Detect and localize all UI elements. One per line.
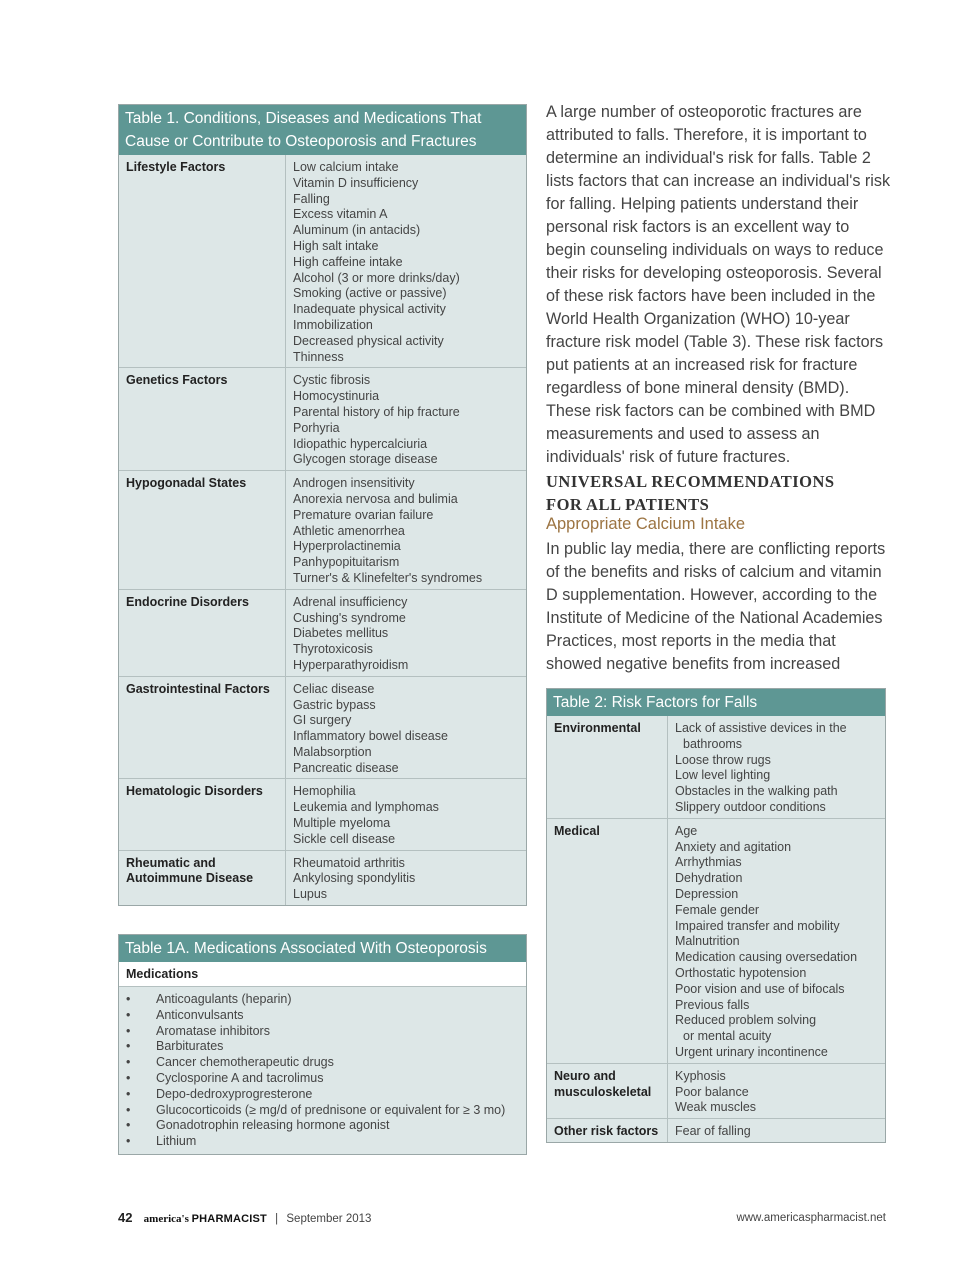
list-item: Dehydration bbox=[675, 871, 743, 886]
medication-name: Gonadotrophin releasing hormone agonist bbox=[156, 1118, 390, 1133]
list-item bbox=[126, 1087, 519, 1103]
medication-name: Barbiturates bbox=[156, 1039, 224, 1054]
list-item: Hyperparathyroidism bbox=[293, 657, 409, 672]
table-2-title: Table 2: Risk Factors for Falls bbox=[547, 689, 885, 716]
list-item: Premature ovarian failure bbox=[293, 507, 434, 522]
row-category: Gastrointestinal Factors bbox=[119, 677, 286, 779]
row-category: Medical bbox=[547, 819, 668, 1063]
table-row bbox=[119, 850, 526, 905]
table-1a-subheader: Medications bbox=[119, 962, 526, 987]
row-category: Environmental bbox=[547, 716, 668, 818]
section-heading: UNIVERSAL RECOMMENDATIONS FOR ALL PATIENTS bbox=[546, 472, 835, 514]
list-item: Low level lighting bbox=[675, 768, 771, 783]
list-item: Porhyria bbox=[293, 420, 340, 435]
list-item: Fear of falling bbox=[675, 1124, 751, 1139]
list-item: Lupus bbox=[293, 887, 328, 902]
list-item: Depression bbox=[675, 886, 739, 901]
list-item: Ankylosing spondylitis bbox=[293, 871, 416, 886]
list-item: Previous falls bbox=[675, 997, 750, 1012]
list-item: Low calcium intake bbox=[293, 160, 399, 174]
row-category: Genetics Factors bbox=[119, 368, 286, 470]
list-item bbox=[126, 1103, 519, 1119]
page-footer: 42 america's PHARMACIST | September 2013 www.americaspharmacist.net bbox=[118, 1210, 886, 1225]
row-category: Endocrine Disorders bbox=[119, 590, 286, 676]
list-item: Diabetes mellitus bbox=[293, 626, 389, 641]
table-row bbox=[547, 818, 885, 1063]
table-row bbox=[119, 155, 526, 367]
calcium-paragraph: In public lay media, there are conflicting reports of the benefits and risks of calcium and vitamin D supplementation. However, according to the Institute of Medicine of the National Academies Practices, most reports in the media that showed negative benefits from increased bbox=[546, 540, 886, 673]
list-item: Panhypopituitarism bbox=[293, 555, 400, 570]
row-items bbox=[668, 1064, 763, 1118]
list-item: Turner's & Klinefelter's syndromes bbox=[293, 570, 483, 585]
row-items bbox=[286, 677, 455, 779]
row-items bbox=[286, 155, 467, 367]
table-row bbox=[119, 778, 526, 849]
bullet: • bbox=[126, 1070, 131, 1085]
list-item: Loose throw rugs bbox=[675, 752, 771, 767]
list-item: Kyphosis bbox=[675, 1068, 726, 1083]
bullet: • bbox=[126, 1039, 131, 1054]
list-item: Decreased physical activity bbox=[293, 333, 444, 348]
bullet: • bbox=[126, 1055, 131, 1070]
list-item bbox=[126, 1024, 519, 1040]
table-1a-title: Table 1A. Medications Associated With Osteoporosis bbox=[119, 935, 526, 962]
issue-date: September 2013 bbox=[286, 1213, 372, 1225]
row-items bbox=[286, 471, 489, 589]
list-item: Poor vision and use of bifocals bbox=[675, 981, 845, 996]
list-item: Medication causing oversedation bbox=[675, 950, 858, 965]
bullet: • bbox=[126, 1086, 131, 1101]
list-item: Anxiety and agitation bbox=[675, 839, 792, 854]
table-2 bbox=[546, 688, 886, 1143]
table-1a bbox=[118, 934, 527, 1155]
list-item: Weak muscles bbox=[675, 1100, 757, 1115]
list-item bbox=[126, 1071, 519, 1087]
bullet: • bbox=[126, 1007, 131, 1022]
medication-name: Lithium bbox=[156, 1134, 197, 1149]
list-item: Athletic amenorrhea bbox=[293, 523, 405, 538]
list-item: Arrhythmias bbox=[675, 855, 742, 870]
list-item: Rheumatoid arthritis bbox=[293, 855, 405, 870]
list-item bbox=[126, 1055, 519, 1071]
list-item: Pancreatic disease bbox=[293, 760, 399, 775]
list-item: bathrooms bbox=[683, 736, 743, 751]
list-item: Sickle cell disease bbox=[293, 831, 396, 846]
table-row bbox=[547, 1063, 885, 1118]
list-item: or mental acuity bbox=[683, 1029, 772, 1044]
row-items bbox=[286, 851, 422, 905]
list-item: Adrenal insufficiency bbox=[293, 594, 408, 609]
row-items bbox=[286, 779, 446, 849]
table-row bbox=[119, 589, 526, 676]
list-item: Leukemia and lymphomas bbox=[293, 800, 439, 815]
list-item: GI surgery bbox=[293, 713, 352, 728]
medication-name: Depo-dedroxyprogresterone bbox=[156, 1086, 313, 1101]
list-item: Glycogen storage disease bbox=[293, 452, 438, 467]
list-item: Hemophilia bbox=[293, 784, 356, 799]
list-item: Idiopathic hypercalciuria bbox=[293, 436, 428, 451]
medication-name: Anticoagulants (heparin) bbox=[156, 992, 292, 1006]
website-url: www.americaspharmacist.net bbox=[736, 1212, 886, 1224]
list-item: Immobilization bbox=[293, 317, 373, 332]
bullet: • bbox=[126, 1118, 131, 1133]
list-item: Alcohol (3 or more drinks/day) bbox=[293, 270, 460, 285]
medication-name: Cyclosporine A and tacrolimus bbox=[156, 1070, 324, 1085]
list-item: Smoking (active or passive) bbox=[293, 286, 447, 301]
medication-name: Aromatase inhibitors bbox=[156, 1023, 270, 1038]
list-item: Female gender bbox=[675, 902, 760, 917]
row-category: Other risk factors bbox=[547, 1119, 668, 1142]
list-item: Orthostatic hypotension bbox=[675, 965, 807, 980]
medication-name: Glucocorticoids (≥ mg/d of prednisone or equivalent for ≥ 3 mo) bbox=[156, 1102, 506, 1117]
bullet: • bbox=[126, 992, 131, 1006]
magazine-logo: america's PHARMACIST bbox=[143, 1213, 267, 1225]
list-item bbox=[126, 992, 519, 1008]
list-item: Malabsorption bbox=[293, 744, 372, 759]
list-item: Anorexia nervosa and bulimia bbox=[293, 491, 458, 506]
table-row bbox=[119, 367, 526, 470]
list-item: Hyperprolactinemia bbox=[293, 539, 401, 554]
bullet: • bbox=[126, 1134, 131, 1149]
list-item: Inflammatory bowel disease bbox=[293, 729, 448, 744]
bullet: • bbox=[126, 1023, 131, 1038]
table-row bbox=[119, 470, 526, 589]
list-item: Inadequate physical activity bbox=[293, 302, 446, 317]
page-number: 42 bbox=[118, 1210, 133, 1225]
list-item: Urgent urinary incontinence bbox=[675, 1044, 828, 1059]
medication-list bbox=[119, 987, 526, 1154]
row-items bbox=[668, 1119, 758, 1142]
list-item: Aluminum (in antacids) bbox=[293, 223, 421, 238]
table-row bbox=[547, 716, 885, 818]
list-item: Poor balance bbox=[675, 1084, 749, 1099]
row-category: Rheumatic and Autoimmune Disease bbox=[119, 851, 286, 905]
medication-name: Cancer chemotherapeutic drugs bbox=[156, 1055, 334, 1070]
table-1 bbox=[118, 104, 527, 906]
list-item: Reduced problem solving bbox=[675, 1013, 817, 1028]
list-item bbox=[126, 1134, 519, 1150]
list-item: Lack of assistive devices in the bbox=[675, 721, 847, 735]
table-row bbox=[547, 1118, 885, 1142]
table-row bbox=[119, 676, 526, 779]
list-item: Parental history of hip fracture bbox=[293, 404, 460, 419]
list-item bbox=[126, 1118, 519, 1134]
list-item: High caffeine intake bbox=[293, 254, 403, 269]
row-category: Hematologic Disorders bbox=[119, 779, 286, 849]
list-item: Impaired transfer and mobility bbox=[675, 918, 840, 933]
row-category: Lifestyle Factors bbox=[119, 155, 286, 367]
list-item: Excess vitamin A bbox=[293, 207, 388, 222]
row-category: Hypogonadal States bbox=[119, 471, 286, 589]
table-1-title: Table 1. Conditions, Diseases and Medications That Cause or Contribute to Osteoporosis and Fractures bbox=[119, 105, 526, 155]
list-item: Multiple myeloma bbox=[293, 816, 391, 831]
list-item: High salt intake bbox=[293, 238, 379, 253]
list-item bbox=[126, 1008, 519, 1024]
bullet: • bbox=[126, 1102, 131, 1117]
list-item: Celiac disease bbox=[293, 681, 375, 696]
medication-name: Anticonvulsants bbox=[156, 1007, 244, 1022]
list-item: Slippery outdoor conditions bbox=[675, 799, 826, 814]
list-item: Homocystinuria bbox=[293, 389, 380, 404]
list-item: Vitamin D insufficiency bbox=[293, 175, 419, 190]
list-item: Cystic fibrosis bbox=[293, 373, 371, 388]
list-item: Thinness bbox=[293, 349, 344, 364]
list-item: Age bbox=[675, 823, 698, 838]
list-item: Gastric bypass bbox=[293, 697, 376, 712]
list-item: Cushing's syndrome bbox=[293, 610, 406, 625]
list-item: Falling bbox=[293, 191, 330, 206]
calcium-subheading: Appropriate Calcium Intake bbox=[546, 515, 746, 533]
list-item: Malnutrition bbox=[675, 934, 740, 949]
intro-paragraph: A large number of osteoporotic fractures are attributed to falls. Therefore, it is important to determine an individual's risk for falls. Table 2 lists factors that can increase an individual's risk for falling. Helping patients understand their personal risk factors is an excellent way to begin counseling individuals on ways to reduce their risks for developing osteoporosis. Several of these risk factors have been included in the World Health Organization (WHO) 10-year fracture risk model (Table 3). These risk factors put patients at an increased risk for fracture regardless of bone mineral density (BMD). These risk factors can be combined with BMD measurements and used to assess an individuals' risk of future fractures. bbox=[546, 103, 891, 466]
row-items bbox=[668, 716, 854, 818]
row-items bbox=[668, 819, 864, 1063]
list-item bbox=[126, 1039, 519, 1055]
row-items bbox=[286, 590, 415, 676]
list-item: Obstacles in the walking path bbox=[675, 784, 838, 799]
list-item: Androgen insensitivity bbox=[293, 476, 415, 491]
row-items bbox=[286, 368, 467, 470]
row-category: Neuro and musculoskeletal bbox=[547, 1064, 668, 1118]
list-item: Thyrotoxicosis bbox=[293, 642, 373, 657]
